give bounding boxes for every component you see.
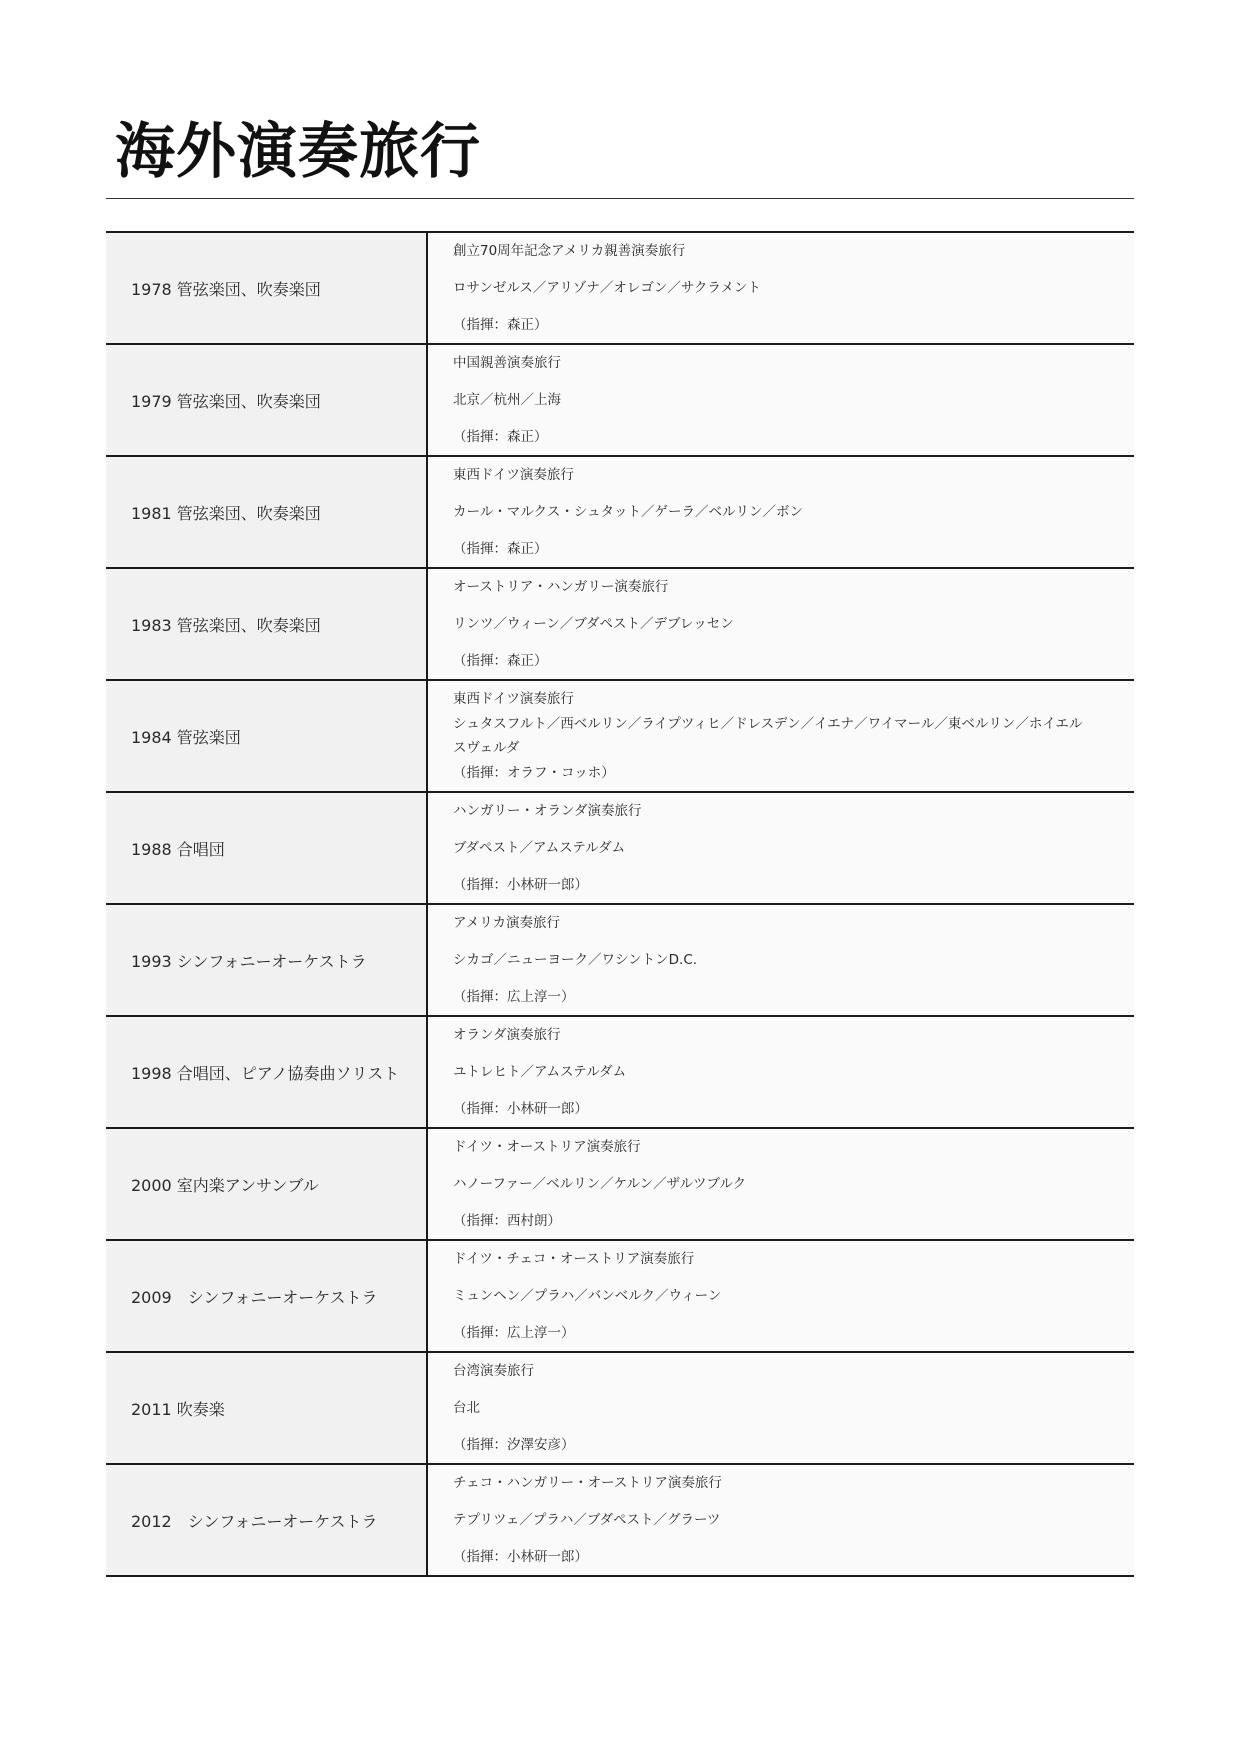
tour-name: 台湾演奏旅行 (453, 1363, 534, 1379)
tour-conductor: （指揮：小林研一郎） (453, 877, 588, 893)
year-group-cell: 1993 シンフォニーオーケストラ (106, 905, 428, 1015)
tour-detail-cell (428, 905, 1134, 1015)
tour-detail-cell (428, 1241, 1134, 1351)
tour-name: ハンガリー・オランダ演奏旅行 (453, 803, 642, 819)
tour-cities: 北京／杭州／上海 (453, 392, 561, 408)
table-row (106, 1017, 1134, 1129)
title-divider (106, 198, 1134, 199)
table-row (106, 1129, 1134, 1241)
table-row (106, 345, 1134, 457)
tour-name: 中国親善演奏旅行 (453, 355, 561, 371)
tour-cities: シカゴ／ニューヨーク／ワシントンD.C. (453, 952, 698, 968)
year-group-cell: 1984 管弦楽団 (106, 681, 428, 791)
tour-conductor: （指揮：汐澤安彦） (453, 1437, 575, 1453)
tour-name: オランダ演奏旅行 (453, 1027, 561, 1043)
table-row (106, 233, 1134, 345)
tour-detail-cell (428, 233, 1134, 343)
tour-name: 東西ドイツ演奏旅行 (453, 690, 574, 707)
tour-name: チェコ・ハンガリー・オーストリア演奏旅行 (453, 1475, 722, 1491)
table-row (106, 905, 1134, 1017)
tour-conductor: （指揮：森正） (453, 429, 548, 445)
page-title: 海外演奏旅行 (115, 117, 481, 187)
tour-cities: シュタスフルト／西ベルリン／ライプツィヒ／ドレスデン／イエナ／ワイマール／東ベルリン／ホイエルスヴェルダ (453, 715, 1083, 756)
tour-cities: ロサンゼルス／アリゾナ／オレゴン／サクラメント (453, 280, 761, 296)
tour-detail-cell (428, 1129, 1134, 1239)
tour-conductor: （指揮：森正） (453, 541, 548, 557)
tour-name: 東西ドイツ演奏旅行 (453, 467, 574, 483)
tour-name: ドイツ・チェコ・オーストリア演奏旅行 (453, 1251, 695, 1267)
tour-detail-cell (428, 569, 1134, 679)
tour-cities: ブダペスト／アムステルダム (453, 840, 626, 856)
table-row (106, 457, 1134, 569)
tour-name: ドイツ・オーストリア演奏旅行 (453, 1139, 641, 1155)
tour-detail-cell (428, 1353, 1134, 1463)
tour-detail-cell (428, 345, 1134, 455)
tour-detail-cell (428, 1465, 1134, 1575)
table-row (106, 793, 1134, 905)
year-group-cell: 2011 吹奏楽 (106, 1353, 428, 1463)
tour-cities: テプリツェ／プラハ／ブダペスト／グラーツ (453, 1512, 721, 1528)
tour-conductor: （指揮：小林研一郎） (453, 1549, 588, 1565)
tour-detail-cell (428, 681, 1134, 791)
tour-cities: リンツ／ウィーン／ブダペスト／デブレッセン (453, 616, 734, 632)
tour-cities: 台北 (453, 1400, 480, 1416)
table-row (106, 569, 1134, 681)
table-row (106, 1241, 1134, 1353)
tour-cities: ユトレヒト／アムステルダム (453, 1064, 627, 1080)
tour-cities: ハノーファー／ベルリン／ケルン／ザルツブルク (453, 1176, 747, 1192)
year-group-cell: 2000 室内楽アンサンブル (106, 1129, 428, 1239)
table-row (106, 1465, 1134, 1577)
year-group-cell: 1998 合唱団、ピアノ協奏曲ソリスト (106, 1017, 428, 1127)
tour-conductor: （指揮：西村朗） (453, 1213, 561, 1229)
table-row (106, 681, 1134, 793)
table-row (106, 1353, 1134, 1465)
tour-name: アメリカ演奏旅行 (453, 915, 561, 931)
tour-conductor: （指揮：森正） (453, 317, 548, 333)
year-group-cell: 1983 管弦楽団、吹奏楽団 (106, 569, 428, 679)
tour-conductor: （指揮：オラフ・コッホ） (453, 765, 615, 782)
year-group-cell: 1988 合唱団 (106, 793, 428, 903)
tour-conductor: （指揮：小林研一郎） (453, 1101, 588, 1117)
tour-detail-cell (428, 793, 1134, 903)
tour-detail-cell (428, 1017, 1134, 1127)
year-group-cell: 1979 管弦楽団、吹奏楽団 (106, 345, 428, 455)
year-group-cell: 1981 管弦楽団、吹奏楽団 (106, 457, 428, 567)
tour-table (106, 231, 1134, 1577)
tour-conductor: （指揮：広上淳一） (453, 989, 575, 1005)
year-group-cell: 1978 管弦楽団、吹奏楽団 (106, 233, 428, 343)
tour-detail-cell (428, 457, 1134, 567)
year-group-cell: 2009 シンフォニーオーケストラ (106, 1241, 428, 1351)
year-group-cell: 2012 シンフォニーオーケストラ (106, 1465, 428, 1575)
tour-conductor: （指揮：広上淳一） (453, 1325, 575, 1341)
tour-name: オーストリア・ハンガリー演奏旅行 (453, 579, 669, 595)
tour-conductor: （指揮：森正） (453, 653, 548, 669)
tour-cities: ミュンヘン／プラハ／バンベルク／ウィーン (453, 1288, 722, 1304)
tour-name: 創立70周年記念アメリカ親善演奏旅行 (453, 243, 686, 259)
tour-cities: カール・マルクス・シュタット／ゲーラ／ベルリン／ボン (453, 504, 804, 520)
